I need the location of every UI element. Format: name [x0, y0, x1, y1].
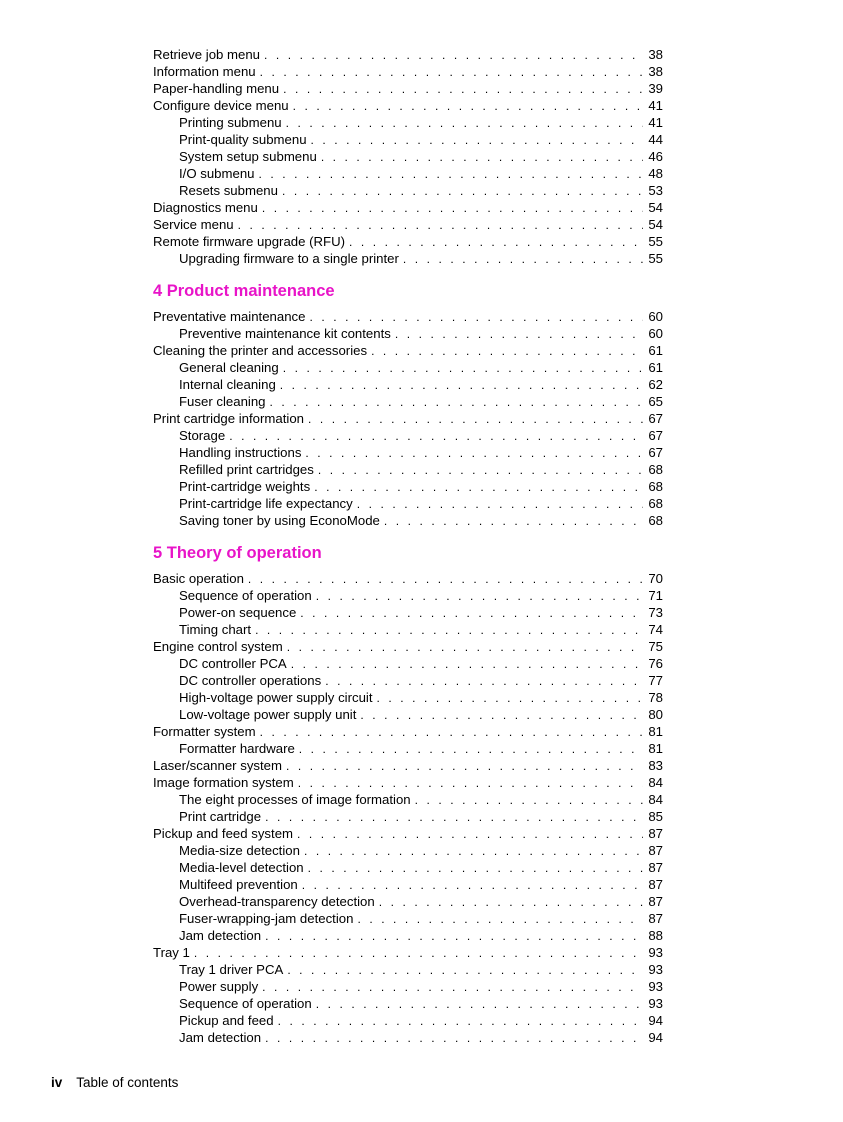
toc-entry[interactable]: [153, 791, 663, 808]
toc-entry-title: Sequence of operation: [179, 588, 312, 603]
toc-entry[interactable]: [153, 706, 663, 723]
toc-entry-page-number: 87: [648, 911, 663, 926]
toc-entry[interactable]: [153, 655, 663, 672]
dot-leader: [287, 962, 643, 979]
dot-leader: [299, 741, 643, 758]
toc-entry[interactable]: [153, 461, 663, 478]
toc-entry[interactable]: [153, 774, 663, 791]
toc-entry-title: DC controller operations: [179, 673, 322, 688]
dot-leader: [283, 81, 643, 98]
toc-entry[interactable]: [153, 165, 663, 182]
toc-entry-page-number: 68: [648, 513, 663, 528]
toc-entry-page-number: 85: [648, 809, 663, 824]
toc-entry[interactable]: [153, 689, 663, 706]
toc-entry[interactable]: [153, 233, 663, 250]
table-of-contents: [153, 46, 663, 1046]
toc-entry-title: Media-level detection: [179, 860, 304, 875]
toc-entry-page-number: 65: [648, 394, 663, 409]
toc-entry[interactable]: [153, 148, 663, 165]
dot-leader: [262, 979, 643, 996]
dot-leader: [265, 928, 643, 945]
toc-entry-title: Print-cartridge weights: [179, 479, 311, 494]
toc-entry[interactable]: [153, 570, 663, 587]
toc-entry-page-number: 55: [648, 234, 663, 249]
toc-entry[interactable]: [153, 410, 663, 427]
toc-entry-title: Tray 1 driver PCA: [179, 962, 284, 977]
toc-entry-title: Configure device menu: [153, 98, 289, 113]
toc-entry-title: Handling instructions: [179, 445, 302, 460]
toc-entry[interactable]: [153, 342, 663, 359]
toc-entry[interactable]: [153, 216, 663, 233]
toc-entry-title: Fuser cleaning: [179, 394, 266, 409]
toc-entry[interactable]: [153, 621, 663, 638]
toc-entry-page-number: 77: [648, 673, 663, 688]
toc-entry-title: Timing chart: [179, 622, 252, 637]
dot-leader: [308, 411, 643, 428]
toc-entry[interactable]: [153, 131, 663, 148]
dot-leader: [291, 656, 643, 673]
toc-entry-title: Information menu: [153, 64, 256, 79]
dot-leader: [297, 826, 643, 843]
dot-leader: [325, 673, 643, 690]
dot-leader: [278, 1013, 643, 1030]
dot-leader: [265, 1030, 643, 1047]
toc-entry-page-number: 84: [648, 775, 663, 790]
toc-entry[interactable]: [153, 961, 663, 978]
dot-leader: [305, 445, 643, 462]
toc-entry-page-number: 87: [648, 826, 663, 841]
dot-leader: [248, 571, 643, 588]
dot-leader: [314, 479, 643, 496]
toc-entry-title: Jam detection: [179, 1030, 262, 1045]
toc-entry[interactable]: [153, 1029, 663, 1046]
dot-leader: [384, 513, 643, 530]
toc-entry-page-number: 38: [648, 47, 663, 62]
dot-leader: [286, 115, 643, 132]
dot-leader: [262, 200, 643, 217]
toc-entry-title: Fuser-wrapping-jam detection: [179, 911, 354, 926]
dot-leader: [318, 462, 643, 479]
toc-entry-page-number: 44: [648, 132, 663, 147]
toc-entry[interactable]: [153, 114, 663, 131]
toc-entry-title: Resets submenu: [179, 183, 278, 198]
toc-entry-page-number: 39: [648, 81, 663, 96]
toc-entry-page-number: 94: [648, 1030, 663, 1045]
toc-entry[interactable]: [153, 63, 663, 80]
toc-entry[interactable]: [153, 859, 663, 876]
dot-leader: [282, 183, 643, 200]
toc-entry-title: Pickup and feed system: [153, 826, 294, 841]
toc-entry-title: System setup submenu: [179, 149, 317, 164]
toc-entry-title: The eight processes of image formation: [179, 792, 411, 807]
toc-entry-page-number: 83: [648, 758, 663, 773]
toc-entry-page-number: 53: [648, 183, 663, 198]
dot-leader: [308, 860, 643, 877]
dot-leader: [194, 945, 643, 962]
toc-entry-page-number: 54: [648, 217, 663, 232]
toc-entry-title: Multifeed prevention: [179, 877, 298, 892]
toc-entry[interactable]: [153, 80, 663, 97]
toc-entry-title: Printing submenu: [179, 115, 282, 130]
dot-leader: [286, 758, 643, 775]
toc-entry-title: Service menu: [153, 217, 234, 232]
toc-entry-title: Upgrading firmware to a single printer: [179, 251, 399, 266]
toc-entry-page-number: 68: [648, 462, 663, 477]
toc-entry-page-number: 67: [648, 445, 663, 460]
toc-entry[interactable]: [153, 927, 663, 944]
toc-entry-title: Low-voltage power supply unit: [179, 707, 357, 722]
dot-leader: [264, 47, 643, 64]
dot-leader: [415, 792, 643, 809]
toc-entry-page-number: 93: [648, 945, 663, 960]
toc-entry-page-number: 94: [648, 1013, 663, 1028]
toc-entry-page-number: 76: [648, 656, 663, 671]
toc-entry[interactable]: [153, 308, 663, 325]
toc-entry-title: Cleaning the printer and accessories: [153, 343, 368, 358]
toc-entry-title: Retrieve job menu: [153, 47, 261, 62]
dot-leader: [395, 326, 643, 343]
toc-entry-title: Jam detection: [179, 928, 262, 943]
toc-entry-title: Laser/scanner system: [153, 758, 282, 773]
dot-leader: [265, 809, 643, 826]
toc-entry-title: Formatter hardware: [179, 741, 295, 756]
toc-entry-title: Print cartridge information: [153, 411, 304, 426]
toc-entry[interactable]: [153, 825, 663, 842]
toc-entry[interactable]: [153, 250, 663, 267]
dot-leader: [349, 234, 643, 251]
toc-entry[interactable]: [153, 995, 663, 1012]
dot-leader: [309, 309, 643, 326]
toc-entry-title: Basic operation: [153, 571, 244, 586]
dot-leader: [238, 217, 643, 234]
toc-entry-title: Power supply: [179, 979, 259, 994]
dot-leader: [270, 394, 644, 411]
toc-entry-title: Print-cartridge life expectancy: [179, 496, 353, 511]
toc-entry-title: Preventative maintenance: [153, 309, 306, 324]
toc-entry[interactable]: [153, 672, 663, 689]
toc-entry-page-number: 73: [648, 605, 663, 620]
toc-entry[interactable]: [153, 723, 663, 740]
toc-entry-page-number: 84: [648, 792, 663, 807]
dot-leader: [259, 166, 644, 183]
toc-entry-title: Sequence of operation: [179, 996, 312, 1011]
toc-entry-title: Media-size detection: [179, 843, 300, 858]
toc-entry-page-number: 81: [648, 741, 663, 756]
toc-entry-page-number: 87: [648, 860, 663, 875]
toc-entry-title: Preventive maintenance kit contents: [179, 326, 391, 341]
toc-entry-page-number: 93: [648, 962, 663, 977]
toc-entry-page-number: 70: [648, 571, 663, 586]
toc-entry-page-number: 46: [648, 149, 663, 164]
toc-entry-page-number: 62: [648, 377, 663, 392]
dot-leader: [360, 707, 643, 724]
toc-entry[interactable]: [153, 182, 663, 199]
footer-title: Table of contents: [76, 1075, 179, 1090]
toc-entry-page-number: 67: [648, 428, 663, 443]
dot-leader: [302, 877, 643, 894]
toc-entry[interactable]: [153, 427, 663, 444]
toc-entry-title: High-voltage power supply circuit: [179, 690, 373, 705]
toc-entry-title: General cleaning: [179, 360, 279, 375]
toc-entry-title: Engine control system: [153, 639, 283, 654]
toc-entry[interactable]: [153, 757, 663, 774]
dot-leader: [255, 622, 643, 639]
toc-entry[interactable]: [153, 910, 663, 927]
toc-entry-page-number: 55: [648, 251, 663, 266]
toc-entry[interactable]: [153, 740, 663, 757]
toc-entry[interactable]: [153, 97, 663, 114]
toc-entry[interactable]: [153, 478, 663, 495]
toc-entry[interactable]: [153, 587, 663, 604]
toc-entry-title: Refilled print cartridges: [179, 462, 314, 477]
toc-entry-page-number: 80: [648, 707, 663, 722]
dot-leader: [321, 149, 643, 166]
toc-entry-page-number: 48: [648, 166, 663, 181]
toc-entry-title: Overhead-transparency detection: [179, 894, 375, 909]
toc-entry-page-number: 68: [648, 479, 663, 494]
dot-leader: [300, 605, 643, 622]
toc-entry[interactable]: [153, 359, 663, 376]
toc-entry[interactable]: [153, 444, 663, 461]
toc-entry-page-number: 74: [648, 622, 663, 637]
toc-entry-title: Diagnostics menu: [153, 200, 258, 215]
toc-entry-title: Paper-handling menu: [153, 81, 280, 96]
dot-leader: [357, 496, 643, 513]
dot-leader: [260, 724, 643, 741]
toc-entry-title: Power-on sequence: [179, 605, 297, 620]
toc-entry-title: Pickup and feed: [179, 1013, 274, 1028]
toc-entry-page-number: 75: [648, 639, 663, 654]
toc-entry[interactable]: [153, 978, 663, 995]
dot-leader: [377, 690, 643, 707]
toc-entry[interactable]: [153, 876, 663, 893]
dot-leader: [371, 343, 643, 360]
toc-entry[interactable]: [153, 944, 663, 961]
toc-entry[interactable]: [153, 1012, 663, 1029]
dot-leader: [229, 428, 643, 445]
dot-leader: [287, 639, 643, 656]
toc-entry-page-number: 88: [648, 928, 663, 943]
dot-leader: [260, 64, 643, 81]
dot-leader: [298, 775, 643, 792]
toc-entry-page-number: 41: [648, 98, 663, 113]
dot-leader: [293, 98, 643, 115]
toc-entry[interactable]: [153, 842, 663, 859]
toc-entry-title: I/O submenu: [179, 166, 255, 181]
dot-leader: [280, 377, 643, 394]
dot-leader: [283, 360, 643, 377]
dot-leader: [316, 588, 643, 605]
toc-entry-page-number: 87: [648, 877, 663, 892]
toc-entry-page-number: 61: [648, 343, 663, 358]
chapter-heading: 4 Product maintenance: [153, 282, 335, 300]
toc-entry-page-number: 60: [648, 326, 663, 341]
toc-entry[interactable]: [153, 199, 663, 216]
toc-entry[interactable]: [153, 393, 663, 410]
toc-entry-title: Image formation system: [153, 775, 294, 790]
toc-entry[interactable]: [153, 495, 663, 512]
toc-entry-title: Formatter system: [153, 724, 256, 739]
toc-entry[interactable]: [153, 46, 663, 63]
toc-entry-title: Saving toner by using EconoMode: [179, 513, 380, 528]
toc-entry-page-number: 87: [648, 894, 663, 909]
toc-entry-title: Storage: [179, 428, 226, 443]
dot-leader: [311, 132, 643, 149]
toc-entry-page-number: 38: [648, 64, 663, 79]
toc-entry-page-number: 54: [648, 200, 663, 215]
dot-leader: [304, 843, 643, 860]
chapter-heading: 5 Theory of operation: [153, 544, 322, 562]
dot-leader: [357, 911, 643, 928]
toc-entry-title: Print cartridge: [179, 809, 262, 824]
toc-entry-title: Remote firmware upgrade (RFU): [153, 234, 346, 249]
toc-entry-page-number: 78: [648, 690, 663, 705]
toc-entry-page-number: 93: [648, 979, 663, 994]
footer-page-number: iv: [51, 1075, 63, 1090]
toc-entry[interactable]: [153, 808, 663, 825]
toc-entry-page-number: 87: [648, 843, 663, 858]
toc-entry-title: DC controller PCA: [179, 656, 287, 671]
toc-entry[interactable]: [153, 638, 663, 655]
toc-entry[interactable]: [153, 376, 663, 393]
dot-leader: [403, 251, 643, 268]
toc-entry[interactable]: [153, 893, 663, 910]
toc-entry[interactable]: [153, 325, 663, 342]
toc-entry-title: Tray 1: [153, 945, 190, 960]
page-footer: [51, 1075, 178, 1090]
toc-entry-page-number: 68: [648, 496, 663, 511]
toc-entry-page-number: 60: [648, 309, 663, 324]
toc-entry[interactable]: [153, 604, 663, 621]
toc-entry-page-number: 71: [648, 588, 663, 603]
toc-entry-title: Internal cleaning: [179, 377, 276, 392]
toc-entry-page-number: 93: [648, 996, 663, 1011]
toc-entry-page-number: 67: [648, 411, 663, 426]
toc-entry[interactable]: [153, 512, 663, 529]
toc-entry-page-number: 61: [648, 360, 663, 375]
toc-entry-page-number: 81: [648, 724, 663, 739]
toc-entry-page-number: 41: [648, 115, 663, 130]
toc-entry-title: Print-quality submenu: [179, 132, 307, 147]
dot-leader: [379, 894, 643, 911]
dot-leader: [316, 996, 643, 1013]
